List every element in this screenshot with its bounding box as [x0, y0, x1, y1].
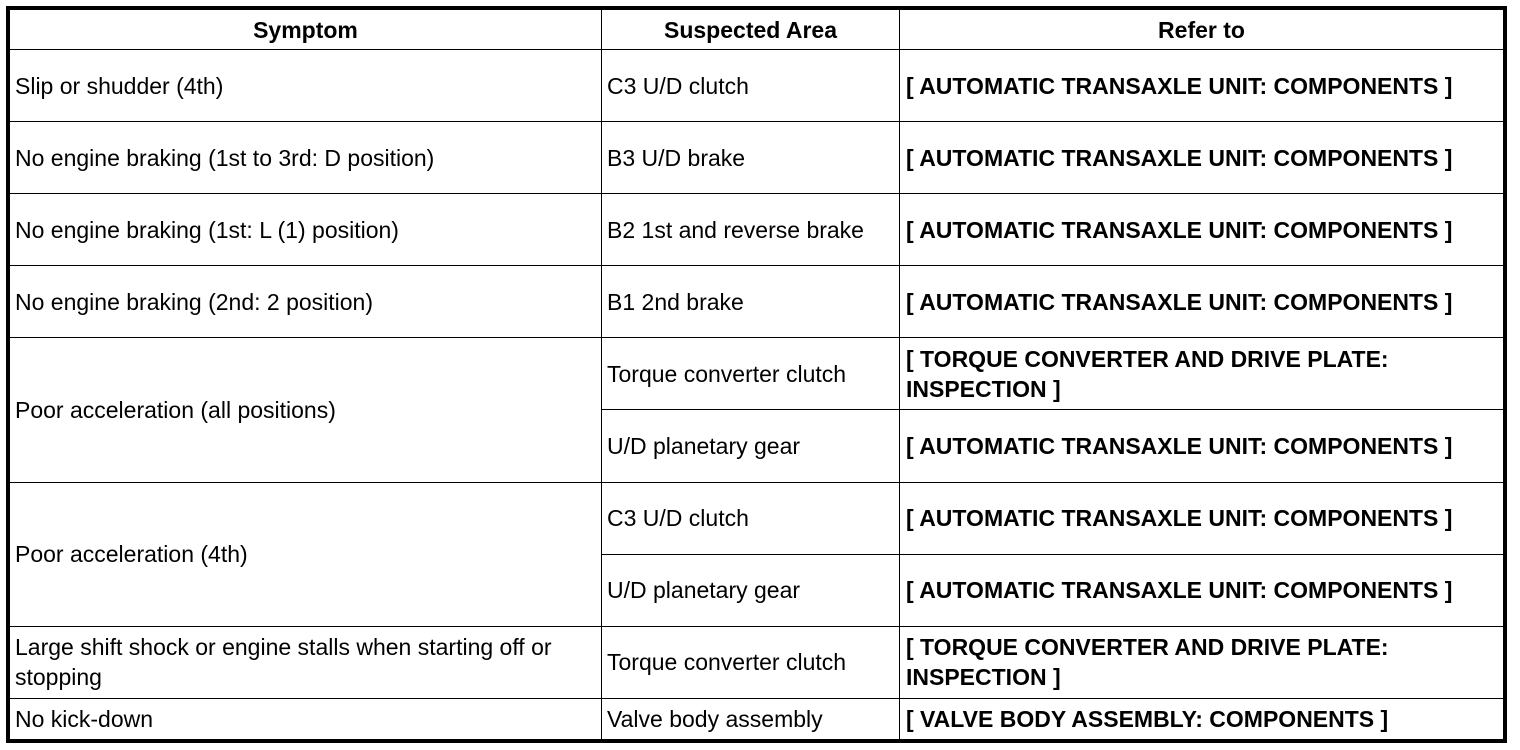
- header-symptom: Symptom: [10, 10, 602, 50]
- header-suspected-area: Suspected Area: [602, 10, 900, 50]
- suspected-area-cell: Torque converter clutch: [602, 626, 900, 698]
- symptom-cell: Slip or shudder (4th): [10, 50, 602, 122]
- suspected-area-cell: U/D planetary gear: [602, 410, 900, 482]
- refer-to-cell: [900, 554, 1504, 626]
- suspected-area-cell: B2 1st and reverse brake: [602, 194, 900, 266]
- symptom-cell: No kick-down: [10, 698, 602, 739]
- refer-to-link[interactable]: [ AUTOMATIC TRANSAXLE UNIT: COMPONENTS ]: [906, 433, 1453, 460]
- refer-to-link[interactable]: [ TORQUE CONVERTER AND DRIVE PLATE: INSPECTION ]: [906, 634, 1389, 691]
- refer-to-cell: [900, 410, 1504, 482]
- table-row: [10, 626, 1504, 698]
- table-row: [10, 338, 1504, 410]
- symptom-cell: Large shift shock or engine stalls when starting off or stopping: [10, 626, 602, 698]
- refer-to-cell: [900, 338, 1504, 410]
- suspected-area-cell: Torque converter clutch: [602, 338, 900, 410]
- header-refer-to: Refer to: [900, 10, 1504, 50]
- table-row: [10, 482, 1504, 554]
- refer-to-cell: [900, 626, 1504, 698]
- table-row: [10, 194, 1504, 266]
- refer-to-link[interactable]: [ VALVE BODY ASSEMBLY: COMPONENTS ]: [906, 705, 1389, 732]
- symptom-cell: No engine braking (2nd: 2 position): [10, 266, 602, 338]
- refer-to-cell: [900, 482, 1504, 554]
- refer-to-link[interactable]: [ AUTOMATIC TRANSAXLE UNIT: COMPONENTS ]: [906, 216, 1453, 243]
- troubleshooting-table-frame: [6, 6, 1507, 743]
- refer-to-cell: [900, 50, 1504, 122]
- refer-to-link[interactable]: [ AUTOMATIC TRANSAXLE UNIT: COMPONENTS ]: [906, 505, 1453, 532]
- troubleshooting-table: [9, 9, 1504, 740]
- suspected-area-cell: C3 U/D clutch: [602, 482, 900, 554]
- symptom-cell: No engine braking (1st to 3rd: D position): [10, 122, 602, 194]
- symptom-cell: No engine braking (1st: L (1) position): [10, 194, 602, 266]
- table-row: [10, 50, 1504, 122]
- symptom-cell: Poor acceleration (4th): [10, 482, 602, 626]
- refer-to-link[interactable]: [ TORQUE CONVERTER AND DRIVE PLATE: INSPECTION ]: [906, 345, 1389, 402]
- suspected-area-cell: B3 U/D brake: [602, 122, 900, 194]
- table-row: [10, 122, 1504, 194]
- suspected-area-cell: C3 U/D clutch: [602, 50, 900, 122]
- suspected-area-cell: U/D planetary gear: [602, 554, 900, 626]
- suspected-area-cell: Valve body assembly: [602, 698, 900, 739]
- refer-to-link[interactable]: [ AUTOMATIC TRANSAXLE UNIT: COMPONENTS ]: [906, 144, 1453, 171]
- refer-to-cell: [900, 122, 1504, 194]
- refer-to-link[interactable]: [ AUTOMATIC TRANSAXLE UNIT: COMPONENTS ]: [906, 72, 1453, 99]
- suspected-area-cell: B1 2nd brake: [602, 266, 900, 338]
- refer-to-link[interactable]: [ AUTOMATIC TRANSAXLE UNIT: COMPONENTS ]: [906, 577, 1453, 604]
- refer-to-link[interactable]: [ AUTOMATIC TRANSAXLE UNIT: COMPONENTS ]: [906, 288, 1453, 315]
- refer-to-cell: [900, 266, 1504, 338]
- symptom-cell: Poor acceleration (all positions): [10, 338, 602, 482]
- refer-to-cell: [900, 698, 1504, 739]
- table-header-row: [10, 10, 1504, 50]
- refer-to-cell: [900, 194, 1504, 266]
- table-row: [10, 266, 1504, 338]
- table-row: [10, 698, 1504, 739]
